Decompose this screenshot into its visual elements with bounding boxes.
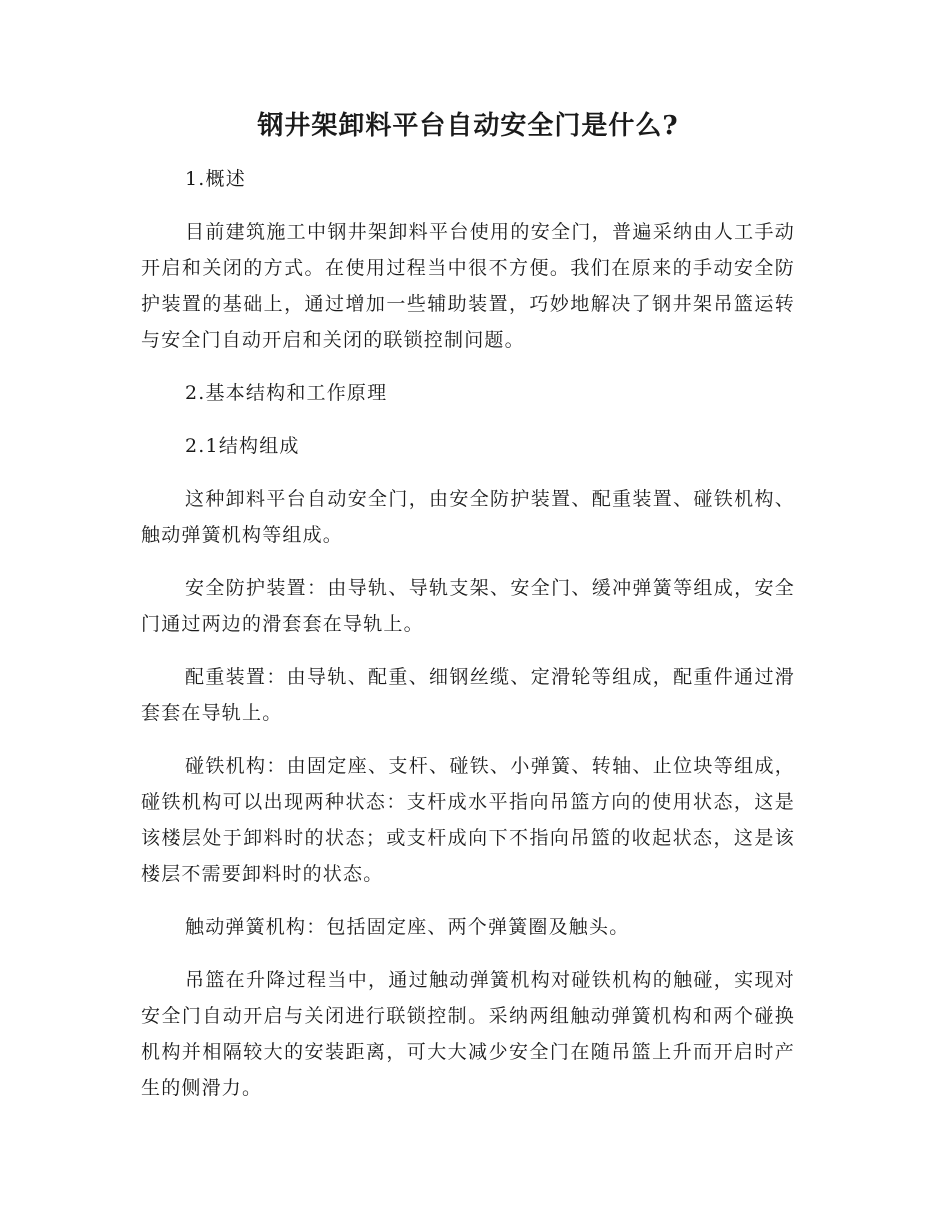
section-heading-overview: 1.概述 bbox=[185, 168, 246, 190]
document-body bbox=[141, 161, 795, 1106]
body-paragraph: 这种卸料平台自动安全门，由安全防护装置、配重装置、碰铁机构、触动弹簧机构等组成。 bbox=[141, 488, 795, 546]
body-paragraph: 触动弹簧机构：包括固定座、两个弹簧圈及触头。 bbox=[185, 916, 630, 938]
body-paragraph: 安全防护装置：由导轨、导轨支架、安全门、缓冲弹簧等组成，安全门通过两边的滑套套在导轨上。 bbox=[141, 577, 795, 635]
section-heading-structure: 2.基本结构和工作原理 bbox=[185, 382, 388, 404]
body-paragraph: 配重装置：由导轨、配重、细钢丝缆、定滑轮等组成，配重件通过滑套套在导轨上。 bbox=[141, 666, 795, 724]
body-paragraph: 目前建筑施工中钢井架卸料平台使用的安全门，普遍采纳由人工手动开启和关闭的方式。在使用过程当中很不方便。我们在原来的手动安全防护装置的基础上，通过增加一些辅助装置，巧妙地解决了钢井架吊篮运转与安全门自动开启和关闭的联锁控制问题。 bbox=[141, 221, 795, 351]
document-page bbox=[141, 108, 795, 1123]
subsection-heading-composition: 2.1结构组成 bbox=[185, 435, 300, 457]
body-paragraph: 碰铁机构：由固定座、支杆、碰铁、小弹簧、转轴、止位块等组成，碰铁机构可以出现两种状态：支杆成水平指向吊篮方向的使用状态，这是该楼层处于卸料时的状态；或支杆成向下不指向吊篮的收起状态，这是该楼层不需要卸料时的状态。 bbox=[141, 755, 795, 885]
body-paragraph: 吊篮在升降过程当中，通过触动弹簧机构对碰铁机构的触碰，实现对安全门自动开启与关闭进行联锁控制。采纳两组触动弹簧机构和两个碰换机构并相隔较大的安装距离，可大大减少安全门在随吊篮上升而开启时产生的侧滑力。 bbox=[141, 969, 795, 1099]
document-title: 钢井架卸料平台自动安全门是什么? bbox=[257, 111, 679, 141]
